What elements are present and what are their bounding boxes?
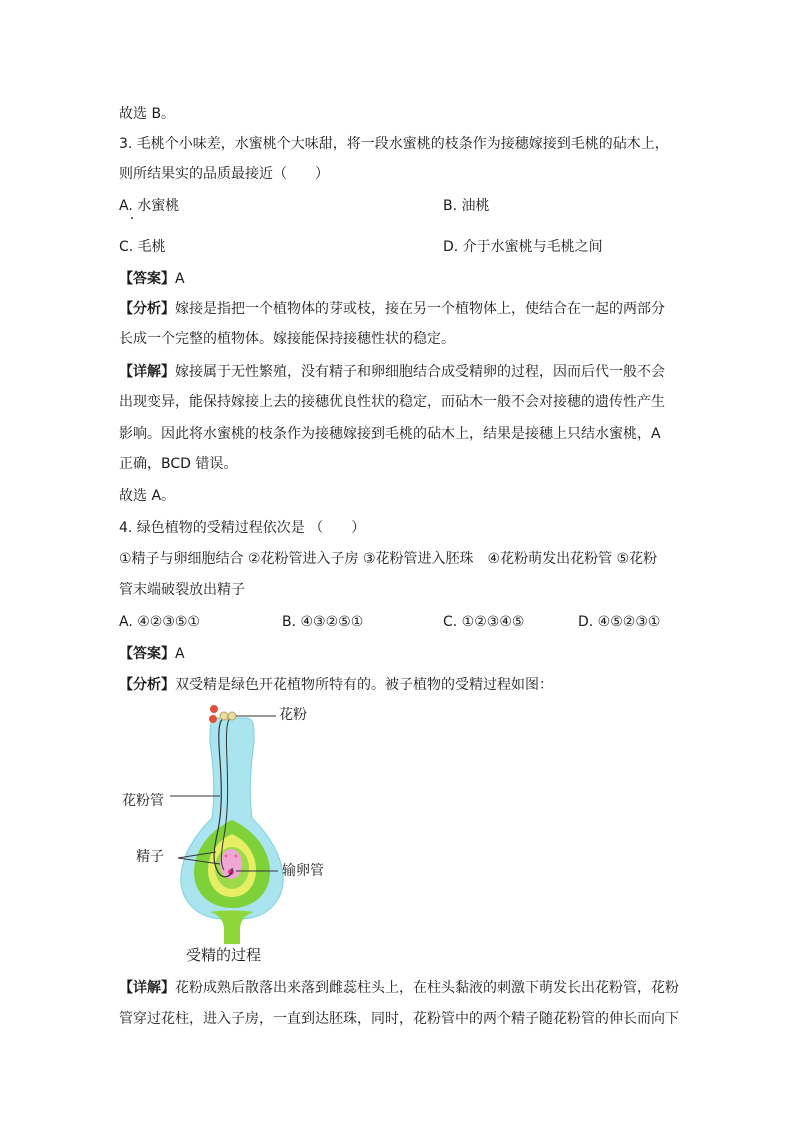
- label-pollen-tube: 花粉管: [122, 793, 164, 809]
- q3-answer: 【答案】A: [119, 271, 185, 287]
- pollen-grain-4: [228, 712, 236, 720]
- q4-detail-line1: 【详解】花粉成熟后散落出来落到雌蕊柱头上，在柱头黏液的刺激下萌发长出花粉管，花粉: [119, 980, 679, 996]
- q3-option-d: D. 介于水蜜桃与毛桃之间: [443, 239, 603, 255]
- label-sperm: 精子: [136, 849, 164, 865]
- pistil-illustration: [118, 700, 358, 970]
- pollen-grain-3: [220, 712, 228, 720]
- q3-detail-line4: 正确，BCD 错误。: [119, 456, 238, 472]
- q4-analysis: 【分析】双受精是绿色开花植物所特有的。被子植物的受精过程如图：: [119, 677, 553, 693]
- q2-conclusion: 故选 B。: [119, 106, 176, 122]
- fertilization-diagram: [118, 700, 358, 970]
- q3-stem-line2: 则所结果实的品质最接近（ ）: [119, 166, 329, 182]
- q4-steps-line2: 管末端破裂放出精子: [119, 582, 245, 598]
- figure-caption: 受精的过程: [186, 946, 262, 964]
- q3-option-a: A. 水蜜桃: [119, 198, 180, 214]
- q3-detail-line2: 出现变异，能保持嫁接上去的接穗优良性状的稳定，而砧木一般不会对接穗的遗传性产生: [119, 394, 665, 410]
- pollen-grain-1: [210, 705, 218, 713]
- stray-dot: [131, 217, 133, 219]
- label-oviduct: 输卵管: [282, 863, 324, 879]
- q4-option-d: D. ④⑤②③①: [578, 614, 661, 630]
- q4-steps-line1: ①精子与卵细胞结合 ②花粉管进入子房 ③花粉管进入胚珠 ④花粉萌发出花粉管 ⑤花粉: [119, 551, 658, 567]
- q3-option-b: B. 油桃: [443, 198, 490, 214]
- q3-detail-line3: 影响。因此将水蜜桃的枝条作为接穗嫁接到毛桃的砧木上，结果是接穗上只结水蜜桃，A: [119, 426, 661, 442]
- q3-analysis-line2: 长成一个完整的植物体。嫁接能保持接穗性状的稳定。: [119, 331, 455, 347]
- q3-conclusion: 故选 A。: [119, 488, 176, 504]
- q4-option-c: C. ①②③④⑤: [443, 614, 525, 630]
- q3-analysis-line1: 【分析】嫁接是指把一个植物体的芽或枝，接在另一个植物体上，使结合在一起的两部分: [119, 301, 665, 317]
- q4-stem: 4. 绿色植物的受精过程依次是 （ ）: [119, 520, 366, 536]
- q4-answer: 【答案】A: [119, 646, 185, 662]
- q4-detail-line2: 管穿过花柱，进入子房，一直到达胚珠，同时，花粉管中的两个精子随花粉管的伸长而向下: [119, 1011, 679, 1027]
- label-pollen: 花粉: [279, 707, 307, 723]
- q3-stem-line1: 3. 毛桃个小味差，水蜜桃个大味甜，将一段水蜜桃的枝条作为接穗嫁接到毛桃的砧木上，: [119, 136, 669, 152]
- pollen-grain-2: [209, 715, 217, 723]
- q3-detail-line1: 【详解】嫁接属于无性繁殖，没有精子和卵细胞结合成受精卵的过程，因而后代一般不会: [119, 364, 665, 380]
- q4-option-a: A. ④②③⑤①: [119, 614, 200, 630]
- q3-option-c: C. 毛桃: [119, 239, 166, 255]
- q4-option-b: B. ④③②⑤①: [282, 614, 364, 630]
